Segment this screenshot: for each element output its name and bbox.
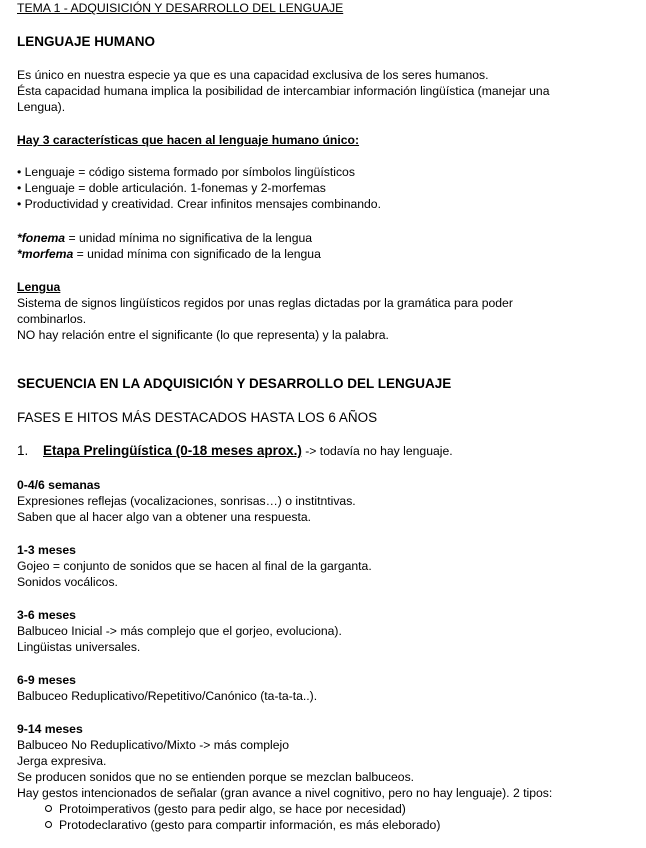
period-title: 0-4/6 semanas [17, 478, 101, 492]
period-line: Expresiones reflejas (vocalizaciones, sonrisas…) o institntivas. [17, 494, 356, 508]
stage-suffix: -> todavía no hay lenguaje. [301, 444, 453, 458]
stage-title: Etapa Prelingüística (0-18 meses aprox.) [43, 443, 302, 458]
period-title: 3-6 meses [17, 608, 76, 622]
period-title: 9-14 meses [17, 722, 83, 736]
bullet-item: • Productividad y creatividad. Crear infinitos mensajes combinando. [17, 197, 381, 211]
stage-number: 1. [17, 443, 29, 458]
period-line: Hay gestos intencionados de señalar (gran avance a nivel cognitivo, pero no hay lenguaje). 2 tipos: [17, 786, 553, 800]
paragraph: Ésta capacidad humana implica la posibilidad de intercambiar información lingüística (manejar una [17, 84, 550, 98]
subtitle-fases: FASES E HITOS MÁS DESTACADOS HASTA LOS 6 AÑOS [17, 410, 378, 425]
sub-list-item: Protodeclarativo (gesto para compartir información, es más eleborado) [45, 817, 440, 833]
sub-list-item: Protoimperativos (gesto para pedir algo, se hace por necesidad) [45, 801, 406, 817]
section-heading-lenguaje-humano: LENGUAJE HUMANO [17, 34, 156, 49]
definition-term: *morfema [17, 247, 74, 261]
paragraph: Es único en nuestra especie ya que es una capacidad exclusiva de los seres humanos. [17, 68, 489, 82]
stage-heading [17, 443, 453, 459]
paragraph: Sistema de signos lingüísticos regidos por unas reglas dictadas por la gramática para poder [17, 296, 513, 310]
period-line: Gojeo = conjunto de sonidos que se hacen al final de la garganta. [17, 559, 372, 573]
period-title: 6-9 meses [17, 673, 76, 687]
characteristics-heading: Hay 3 características que hacen al lenguaje humano único: [17, 133, 360, 147]
paragraph: combinarlos. [17, 312, 87, 326]
document-title: TEMA 1 - ADQUISICIÓN Y DESARROLLO DEL LENGUAJE [17, 1, 344, 15]
period-line: Balbuceo Inicial -> más complejo que el gorjeo, evoluciona). [17, 624, 342, 638]
bullet-item: • Lenguaje = doble articulación. 1-fonemas y 2-morfemas [17, 181, 326, 195]
period-line: Lingüistas universales. [17, 640, 141, 654]
section-heading-secuencia: SECUENCIA EN LA ADQUISICIÓN Y DESARROLLO DEL LENGUAJE [17, 376, 452, 391]
period-line: Se producen sonidos que no se entienden porque se mezclan balbuceos. [17, 770, 415, 784]
definition-text: = unidad mínima no significativa de la lengua [65, 231, 313, 245]
definition-fonema [17, 230, 312, 246]
period-line: Balbuceo Reduplicativo/Repetitivo/Canónico (ta-ta-ta..). [17, 689, 318, 703]
circle-bullet-icon [45, 821, 52, 828]
period-line: Saben que al hacer algo van a obtener una respuesta. [17, 510, 312, 524]
period-line: Balbuceo No Reduplicativo/Mixto -> más complejo [17, 738, 289, 752]
paragraph: NO hay relación entre el significante (lo que representa) y la palabra. [17, 328, 389, 342]
definition-morfema [17, 246, 321, 262]
period-line: Sonidos vocálicos. [17, 575, 118, 589]
paragraph: Lengua). [17, 100, 66, 114]
bullet-item: • Lenguaje = código sistema formado por símbolos lingüísticos [17, 165, 355, 179]
period-line: Jerga expresiva. [17, 754, 107, 768]
lengua-heading: Lengua [17, 280, 61, 294]
circle-bullet-icon [45, 805, 52, 812]
definition-term: *fonema [17, 231, 66, 245]
definition-text: = unidad mínima con significado de la lengua [73, 247, 321, 261]
period-title: 1-3 meses [17, 543, 76, 557]
